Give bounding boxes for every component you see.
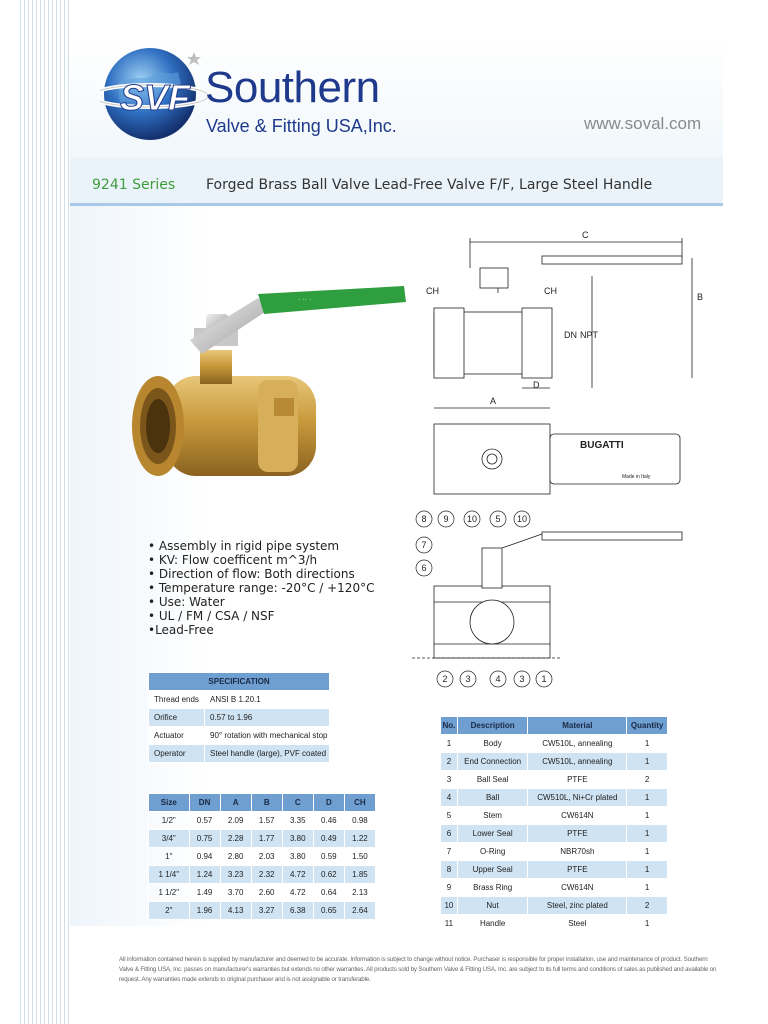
parts-table — [440, 716, 668, 933]
table-row — [149, 745, 330, 763]
table-cell: O-Ring — [457, 843, 528, 861]
table-cell: 9 — [441, 879, 458, 897]
table-cell: 1.77 — [251, 830, 282, 848]
table-cell: 1.49 — [189, 884, 220, 902]
table-cell: 1 — [627, 789, 668, 807]
table-cell: 2.09 — [220, 812, 251, 830]
table-cell: 8 — [441, 861, 458, 879]
table-cell: 4.13 — [220, 902, 251, 920]
table-cell: 1 — [627, 861, 668, 879]
brand-subname: Valve & Fitting USA,Inc. — [206, 116, 397, 136]
table-cell: 2.80 — [220, 848, 251, 866]
table-cell: Steel, zinc plated — [528, 897, 627, 915]
table-cell: CW510L, annealing — [528, 735, 627, 753]
table-cell: 2 — [627, 771, 668, 789]
callout-bottom — [437, 671, 552, 687]
table-cell: 2.60 — [251, 884, 282, 902]
table-cell: 0.94 — [189, 848, 220, 866]
table-row — [441, 789, 668, 807]
website-link[interactable]: www.soval.com — [584, 114, 702, 133]
company-logo — [100, 44, 470, 144]
section-drawing — [412, 508, 712, 690]
table-row — [149, 830, 376, 848]
svg-text:· ·· ·: · ·· · — [298, 296, 312, 304]
table-row — [441, 807, 668, 825]
dim-label-ch-left: CH — [426, 286, 439, 296]
table-row — [441, 753, 668, 771]
column-header: D — [313, 794, 344, 812]
dim-label-a: A — [490, 396, 497, 406]
table-row — [149, 866, 376, 884]
table-cell: 2 — [627, 897, 668, 915]
table-cell: 0.59 — [313, 848, 344, 866]
dim-label-d: D — [533, 380, 540, 390]
table-cell: Body — [457, 735, 528, 753]
table-row — [149, 902, 376, 920]
table-row — [441, 825, 668, 843]
table-cell: 1.22 — [344, 830, 375, 848]
spec-value: 90° rotation with mechanical stop — [205, 727, 330, 745]
table-cell: NBR70sh — [528, 843, 627, 861]
table-cell: CW510L, annealing — [528, 753, 627, 771]
callout-10a: 10 — [466, 514, 478, 524]
callout-left — [416, 537, 432, 576]
disclaimer-text: All information contained herein is supplied by manufacturer and deemed to be accurate. Information is subject to change without notice. Purchaser is responsible for proper installation, use and maintenance of product. Southern Valve & Fitting USA, Inc. passes on manufacturer's warranties but extends no other warranties. All products sold by Southern Valve & Fitting USA, Inc. are subject to its full terms and conditions of sales as published and available on request. Any warranties made extends to original purchaser and is not assignable or transferable. — [119, 956, 717, 983]
spec-key: Actuator — [149, 727, 205, 745]
valve-photo — [128, 278, 408, 488]
table-cell: 1 — [627, 735, 668, 753]
spec-header: SPECIFICATION — [149, 673, 330, 691]
callout-8: 8 — [421, 514, 427, 524]
series-label: 9241 Series — [92, 177, 176, 193]
table-cell: Ball — [457, 789, 528, 807]
table-cell: 11 — [441, 915, 458, 933]
table-cell: 3.35 — [282, 812, 313, 830]
column-header: Size — [149, 794, 190, 812]
green-handle — [258, 286, 406, 314]
table-row — [441, 771, 668, 789]
table-cell: 1 — [627, 843, 668, 861]
table-cell: PTFE — [528, 771, 627, 789]
logo-letters: SVF — [120, 77, 191, 118]
column-header: B — [251, 794, 282, 812]
callout-9: 9 — [443, 514, 449, 524]
table-cell: 3 — [441, 771, 458, 789]
feature-item: • KV: Flow coefficent m^3/h — [148, 553, 318, 567]
table-row — [149, 727, 330, 745]
dim-label-c: C — [582, 230, 589, 240]
table-cell: 1 — [441, 735, 458, 753]
callout-top — [416, 511, 530, 527]
decorative-side-stripes — [20, 0, 70, 1024]
table-cell: 7 — [441, 843, 458, 861]
callout-3b: 3 — [519, 674, 525, 684]
table-cell: Upper Seal — [457, 861, 528, 879]
column-header: DN — [189, 794, 220, 812]
column-header: C — [282, 794, 313, 812]
table-cell: CW510L, Ni+Cr plated — [528, 789, 627, 807]
table-cell: 4.72 — [282, 884, 313, 902]
spec-value: ANSI B 1.20.1 — [205, 691, 330, 709]
feature-list — [148, 539, 374, 637]
table-cell: 2" — [149, 902, 190, 920]
table-cell: 6 — [441, 825, 458, 843]
table-cell: Lower Seal — [457, 825, 528, 843]
table-cell: 1.96 — [189, 902, 220, 920]
column-header: Quantity — [627, 717, 668, 735]
table-cell: PTFE — [528, 861, 627, 879]
table-cell: 0.57 — [189, 812, 220, 830]
callout-3a: 3 — [465, 674, 471, 684]
column-header: A — [220, 794, 251, 812]
column-header: Material — [528, 717, 627, 735]
table-cell: 1 1/4" — [149, 866, 190, 884]
table-row — [149, 884, 376, 902]
table-cell: 2 — [441, 753, 458, 771]
column-header: Description — [457, 717, 528, 735]
table-cell: 1.50 — [344, 848, 375, 866]
table-cell: Steel — [528, 915, 627, 933]
brand-name: Southern — [205, 63, 380, 112]
spec-value: 0.57 to 1.96 — [205, 709, 330, 727]
table-cell: CW614N — [528, 807, 627, 825]
table-cell: 1" — [149, 848, 190, 866]
table-cell: Stem — [457, 807, 528, 825]
table-cell: 1 — [627, 825, 668, 843]
feature-item: • UL / FM / CSA / NSF — [148, 609, 275, 623]
table-cell: 2.28 — [220, 830, 251, 848]
table-cell: 2.32 — [251, 866, 282, 884]
table-row — [441, 897, 668, 915]
table-cell: Brass Ring — [457, 879, 528, 897]
table-row — [441, 879, 668, 897]
column-header: No. — [441, 717, 458, 735]
dim-label-dn: DN — [564, 330, 577, 340]
specification-table — [148, 672, 330, 763]
table-cell: 0.98 — [344, 812, 375, 830]
table-cell: 0.46 — [313, 812, 344, 830]
table-cell: 0.49 — [313, 830, 344, 848]
column-header: CH — [344, 794, 375, 812]
dimension-drawing — [412, 228, 712, 508]
callout-1: 1 — [541, 674, 547, 684]
table-cell: 1/2" — [149, 812, 190, 830]
table-cell: CW614N — [528, 879, 627, 897]
callout-6: 6 — [421, 563, 427, 573]
table-cell: 2.64 — [344, 902, 375, 920]
table-cell: 10 — [441, 897, 458, 915]
size-table — [148, 793, 376, 920]
table-cell: 0.62 — [313, 866, 344, 884]
table-cell: 3.27 — [251, 902, 282, 920]
callout-5: 5 — [495, 514, 501, 524]
handle-brand: BUGATTI — [580, 440, 624, 451]
feature-item: •Lead-Free — [148, 623, 214, 637]
table-row — [441, 735, 668, 753]
feature-item: • Temperature range: -20°C / +120°C — [148, 581, 375, 595]
dim-label-ch-right: CH — [544, 286, 557, 296]
table-cell: 0.65 — [313, 902, 344, 920]
product-title: Forged Brass Ball Valve Lead-Free Valve F/F, Large Steel Handle — [206, 177, 653, 193]
table-cell: 0.75 — [189, 830, 220, 848]
table-cell: 1 — [627, 807, 668, 825]
table-row — [441, 915, 668, 933]
table-cell: Nut — [457, 897, 528, 915]
table-cell: Ball Seal — [457, 771, 528, 789]
spec-key: Thread ends — [149, 691, 205, 709]
table-cell: 1.24 — [189, 866, 220, 884]
table-cell: 5 — [441, 807, 458, 825]
feature-item: • Use: Water — [148, 595, 225, 609]
table-cell: 3.23 — [220, 866, 251, 884]
callout-10b: 10 — [516, 514, 528, 524]
table-cell: End Connection — [457, 753, 528, 771]
table-cell: 3/4" — [149, 830, 190, 848]
feature-item: • Direction of flow: Both directions — [148, 567, 355, 581]
table-row — [149, 848, 376, 866]
handle-made: Made in Italy — [622, 474, 651, 480]
table-row — [149, 812, 376, 830]
spec-key: Orifice — [149, 709, 205, 727]
table-cell: 1.57 — [251, 812, 282, 830]
spec-key: Operator — [149, 745, 205, 763]
table-cell: 3.80 — [282, 848, 313, 866]
table-cell: 6.38 — [282, 902, 313, 920]
feature-item: • Assembly in rigid pipe system — [148, 539, 340, 553]
table-cell: 1 — [627, 879, 668, 897]
dim-label-npt: NPT — [580, 330, 598, 340]
table-cell: 2.03 — [251, 848, 282, 866]
callout-2: 2 — [442, 674, 448, 684]
table-row — [441, 843, 668, 861]
table-row — [441, 861, 668, 879]
table-row — [149, 691, 330, 709]
table-cell: 2.13 — [344, 884, 375, 902]
table-cell: 1 — [627, 753, 668, 771]
globe-logo-icon — [100, 44, 210, 144]
spec-value: Steel handle (large), PVF coated — [205, 745, 330, 763]
table-cell: 1.85 — [344, 866, 375, 884]
table-cell: 3.80 — [282, 830, 313, 848]
table-cell: PTFE — [528, 825, 627, 843]
table-cell: Handle — [457, 915, 528, 933]
table-cell: 4.72 — [282, 866, 313, 884]
table-cell: 1 — [627, 915, 668, 933]
table-row — [149, 709, 330, 727]
dim-label-b: B — [697, 292, 704, 302]
callout-7: 7 — [421, 540, 427, 550]
callout-4: 4 — [495, 674, 501, 684]
table-cell: 4 — [441, 789, 458, 807]
table-cell: 3.70 — [220, 884, 251, 902]
table-cell: 0.64 — [313, 884, 344, 902]
table-cell: 1 1/2" — [149, 884, 190, 902]
